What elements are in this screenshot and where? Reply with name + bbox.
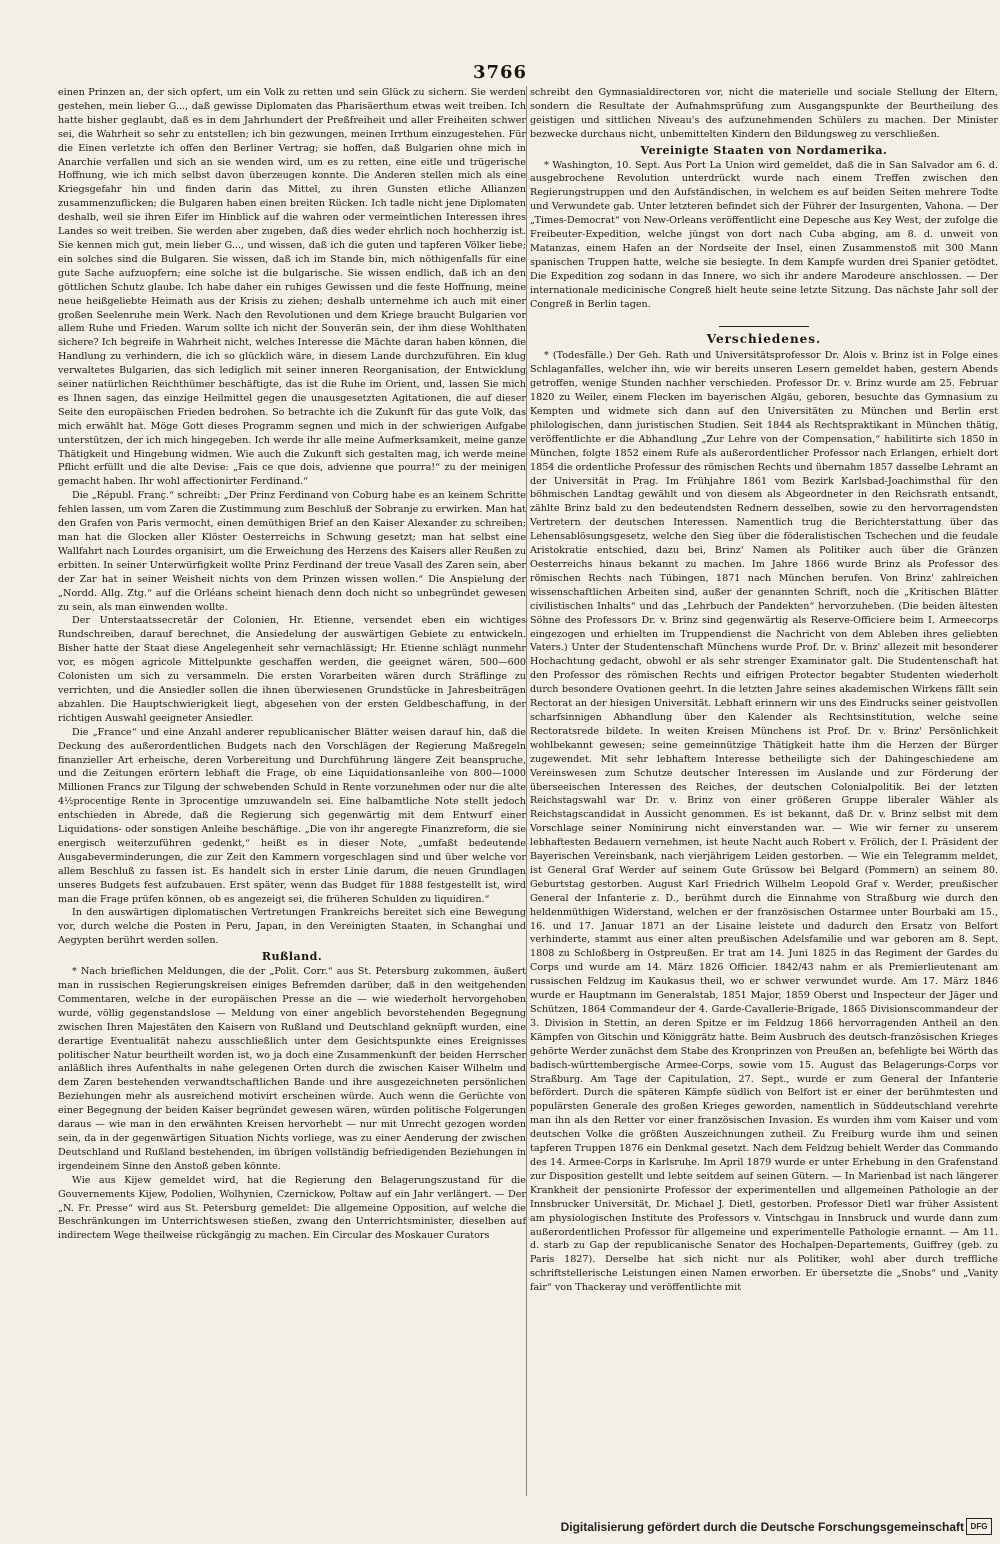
article-paragraph: * (Todesfälle.) Der Geh. Rath und Universitätsprofessor Dr. Alois v. Brinz ist in Folge eines Schlaganfalles, welcher ihn, wie wir bereits unseren Lesern gemeldet haben, gestern Abends getroffen, wenige Stunden nachher verschieden. Professor Dr. v. Brinz wurde am 25. Februar 1820 zu Weiler, einem Flecken im bayerischen Algäu, geboren, besuchte das Gymnasium zu Kempten und widmete sich dann auf den Universitäten zu München und Berlin erst philologischen, dann juristischen Studien. Seit 1844 als Rechtspraktikant in München thätig, veröffentlichte er die Abhandlung „Zur Lehre von der Compensation,“ habilitirte sich 1850 in München, folgte 1852 einem Rufe als außerordentlicher Professor nach Erlangen, erhielt dort 1854 die ordentliche Professur des römischen Rechts und übernahm 1857 dasselbe Lehramt an der Universität in Prag. Im Frühjahre 1861 vom Bezirk Karlsbad-Joachimsthal für den böhmischen Landtag gewählt und von diesem als Abgeordneter in den Reichsrath entsandt, zählte Brinz bald zu den bedeutendsten Rednern desselben, sowie zu den hervorragendsten Vertretern der deutschen Interessen. Namentlich trug die Berichterstattung über das Lehensablösungsgesetz, welche den Sieg über die föderalistischen Tschechen und die feudale Aristokratie entschied, dazu bei, Brinz' Namen als Politiker auch über die Gränzen Oesterreichs hinaus bekannt zu machen. Im Jahre 1866 wurde Brinz als Professor des römischen Rechts nach Tübingen, 1871 nach München berufen. Von Brinz' zahlreichen wissenschaftlichen Arbeiten sind, außer der genannten Schrift, noch die „Kritischen Blätter civilistischen Inhalts“ und das „Lehrbuch der Pandekten“ hervorzuheben. (Die beiden ältesten Söhne des Professors Dr. v. Brinz sind gegenwärtig als Reserve-Officiere beim I. Armeecorps eingezogen und erhielten im Truppendienst die Nachricht von dem Ableben ihres geliebten Vaters.) Unter der Studentenschaft Münchens wurde Prof. Dr. v. Brinz' allezeit mit besonderer Hochachtung gedacht, obwohl er als sehr strenger Examinator galt. Die Studentenschaft hat den Professor des römischen Rechts und eifrigen Protector begabter Studenten wiederholt durch besondere Ovationen geehrt. In die letzten Jahre seines akademischen Wirkens fällt sein Rectorat an der hiesigen Universität. Lebhaft erinnern wir uns des Eindrucks seiner geistvollen scharfsinnigen Abhandlung über den Kalender als Rechtsinstitution, welche seine Rectoratsrede bildete. In weiten Kreisen Münchens ist Prof. Dr. v. Brinz' Persönlichkeit wohlbekannt gewesen; seine gemeinnützige Thätigkeit hatte ihm die Herzen der Bürger zugewendet. Mit sehr lebhaftem Interesse betheiligte sich der Dahingeschiedene am Vereinswesen zum Schutze deutscher Interessen im Auslande und zur Förderung der überseeischen Interessen des Reiches, der deutschen Colonialpolitik. Bei der letzten Reichstagswahl war Dr. v. Brinz von einer größeren Gruppe liberaler Wähler als Reichstagscandidat in Aussicht genommen. Es ist bekannt, daß Dr. v. Brinz selbst mit dem Vorschlage seiner Nominirung nicht einverstanden war. — Wie wir ferner zu unserem lebhaftesten Bedauern vernehmen, ist heute Nacht auch Robert v. Frölich, der I. Präsident der Bayerischen Vereinsbank, nach vierjährigem Leiden gestorben. — Wie ein Telegramm meldet, ist General Graf Werder auf seinem Gute Grüssow bei Belgard (Pommern) an seinem 80. Geburtstag gestorben. August Karl Friedrich Wilhelm Leopold Graf v. Werder, preußischer General der Infanterie z. D., berühmt durch die Einnahme von Straßburg wie durch den heldenmüthigen Widerstand, welchen er der französischen Ostarmee unter Bourbaki am 15., 16. und 17. Januar 1871 an der Lisaine leistete und dadurch den Ersatz von Belfort verhinderte, stammt aus einer alten preußischen Adelsfamilie und war geboren am 8. Sept. 1808 zu Schloßberg in Ostpreußen. Er trat am 14. Juni 1825 in das Regiment der Gardes du Corps und wurde am 14. März 1826 Officier. 1842/43 nahm er als Premierlieutenant am russischen Feldzug im Kaukasus theil, wo er schwer verwundet wurde. Am 17. März 1846 wurde er Hauptmann im Generalstab, 1851 Major, 1859 Oberst und Inspecteur der Jäger und Schützen, 1864 Commandeur der 4. Garde-Cavallerie-Brigade, 1865 Divisionscommandeur der 3. Division in Stettin, an deren Spitze er im Feldzug 1866 hervorragenden Antheil an den Kämpfen von Gitschin und Königgrätz hatte. Beim Ausbruch des deutsch-französischen Krieges gehörte Werder zunächst dem Stabe des Kronprinzen von Preußen an, befehligte bei Wörth das badisch-württembergische Armee-Corps, sowie vom 15. August das Belagerungs-Corps vor Straßburg. Am Tage der Capitulation, 27. Sept., wurde er zum General der Infanterie befördert. Durch die späteren Kämpfe südlich von Belfort ist er einer der berühmtesten und populärsten Generale des großen Krieges geworden, namentlich in Süddeutschland verehrte man ihn als den Retter vor einer französischen Invasion. Es wurden ihm vom Kaiser und vom deutschen Volke die größten Auszeichnungen zutheil. Zu Freiburg wurde ihm und seinen tapferen Truppen 1876 ein Denkmal gesetzt. Nach dem Feldzug behielt Werder das Commando des 14. Armee-Corps in Karlsruhe. Im April 1879 wurde er unter Erhebung in den Grafenstand zur Disposition gestellt und lebte seitdem auf seinen Gütern. — In Marienbad ist nach längerer Krankheit der pensionirte Professor der experimentellen und allgemeinen Pathologie an der Innsbrucker Universität, Dr. Michael J. Dietl, gestorben. Professor Dietl war früher Assistent am physiologischen Institute des Professors v. Vintschgau in Innsbruck und wurde dann zum außerordentlichen Professor für allgemeine und experimentelle Pathologie ernannt. — Am 11. d. starb zu Gap der republicanische Senator des Hochalpen-Departements, Guiffrey (geb. zu Paris 1827). Derselbe hat sich nicht nur als Politiker, wohl aber durch treffliche schriftstellerische Leistungen einen Namen erworben. Er übersetzte die „Snobs“ und „Vanity fair“ von Thackeray und veröffentlichte mit	[530, 350, 998, 1294]
funding-credit: Digitalisierung gefördert durch die Deutsche Forschungsgemeinschaft	[560, 1520, 964, 1534]
article-paragraph: Der Unterstaatssecretär der Colonien, Hr. Etienne, versendet eben ein wichtiges Rundschreiben, darauf berechnet, die Ansiedelung der auswärtigen Gebiete zu entwickeln. Bisher hatte der Staat diese Angelegenheit sehr vernachlässigt; Hr. Etienne schlägt nunmehr vor, es mögen agricole Mittelpunkte geschaffen werden, die geeignet wären, 500—600 Colonisten um sich zu versammeln. Die ersten Vorarbeiten wären durch Sträflinge zu verrichten, und die Ansiedler sollen die ihnen überwiesenen Grundstücke in Jahresbeiträgen abzahlen. Die Hauptschwierigkeit liegt, abgesehen von der ersten Geldbeschaffung, in der richtigen Auswahl geeigneter Ansiedler.	[58, 615, 526, 724]
section-divider	[719, 326, 809, 327]
section-heading-usa: Vereinigte Staaten von Nordamerika.	[640, 143, 888, 157]
right-column	[530, 86, 998, 1496]
article-paragraph: * Washington, 10. Sept. Aus Port La Union wird gemeldet, daß die in San Salvador am 6. d. ausgebrochene Revolution unterdrückt wurde nach einem Treffen zwischen den Regierungstruppen und den Aufständischen, in welchem es auf beiden Seiten mehrere Todte und Verwundete gab. Unter letzteren befindet sich der Führer der Insurgenten, Vahona. — Der „Times-Democrat“ von New-Orleans veröffentlicht eine Depesche aus Key West, der zufolge die Freibeuter-Expedition, welche jüngst von dort nach Cuba abging, am 8. d. unweit von Matanzas, einem Hafen an der Nordseite der Insel, einen Zusammenstoß mit 300 Mann spanischen Truppen hatte, welche sie besiegte. In dem Kampfe wurden drei Spanier getödtet. Die Expedition zog sodann in das Innere, wo sich ihr andere Marodeure anschlossen. — Der internationale medicinische Congreß hielt heute seine letzte Sitzung. Das nächste Jahr soll der Congreß in Berlin tagen.	[530, 159, 998, 310]
section-heading-russia: Rußland.	[261, 950, 323, 964]
article-paragraph: Die „Républ. Franç.“ schreibt: „Der Prinz Ferdinand von Coburg habe es an keinem Schritte fehlen lassen, um vom Zaren die Zustimmung zum Beschluß der Sobranje zu erwirken. Man hat den Grafen von Paris vermocht, einen demüthigen Brief an den Kaiser Alexander zu schreiben; man hat die Glocken aller Klöster Oesterreichs in Schwung gesetzt; man hat selbst eine Wallfahrt nach Lourdes organisirt, um die Erweichung des Herzens des Kaisers aller Reußen zu erbitten. In seiner Unterwürfigkeit wollte Prinz Ferdinand der treue Vasall des Zaren sein, aber der Zar hat in seiner Weisheit nichts von dem Prinzen wissen wollen.“ Die Anspielung der „Nordd. Allg. Ztg.“ auf die Orléans scheint hienach denn doch nicht so unbegründet gewesen zu sein, als man einwenden wollte.	[58, 490, 526, 613]
column-divider	[526, 86, 527, 1496]
article-paragraph: * Nach brieflichen Meldungen, die der „Polit. Corr.“ aus St. Petersburg zukommen, äußert man in russischen Regierungskreisen einiges Befremden darüber, daß in den weitgehenden Commentaren, welche in der europäischen Presse an die — wie wiederholt hervorgehoben wurde, völlig gegenstandslose — Meldung von einer angeblich bevorstehenden Begegnung zwischen Ihren Majestäten den Kaisern von Rußland und Deutschland geknüpft wurden, eine derartige Eventualität nahezu ausschließlich unter dem Gesichtspunkte eines Ereignisses politischer Natur beurtheilt worden ist, wo ja doch eine Zusammenkunft der beiden Herrscher anläßlich ihres Aufenthalts in nahe gelegenen Orten durch die zwischen Kaiser Wilhelm und dem Zaren bestehenden verwandtschaftlichen Bande und ihre ausgezeichneten persönlichen Beziehungen mehr als ausreichend motivirt erscheinen würde. Auch wenn die Gerüchte von einer Begegnung der beiden Kaiser begründet gewesen wären, würden politische Folgerungen daraus — wie man in den erwähnten Kreisen hervorhebt — nur mit Unrecht gezogen worden sein, da in der gegenwärtigen Situation Nichts vorliege, was zu einer Aenderung der zwischen Deutschland und Rußland bestehenden, im übrigen vollständig befriedigenden Beziehungen in irgendeinem Sinne den Anstoß geben könnte.	[58, 966, 526, 1172]
article-paragraph: einen Prinzen an, der sich opfert, um ein Volk zu retten und sein Glück zu sichern. Sie werden gestehen, mein lieber G..., daß gewisse Diplomaten das Pharisäerthum etwas weit treiben. Ich hatte bisher geglaubt, daß es in dem Jahrhundert der Preßfreiheit und aller Freiheiten schwer sei, die Wahrheit so sehr zu entstellen; ich bin gezwungen, meinen Irrthum einzugestehen. Für die Einen verletzte ich offen den Berliner Vertrag; sie hoffen, daß Bulgarien ohne mich in Anarchie verfallen und sich an sie wenden wird, um es zu retten, eine eitle und trügerische Hoffnung, wie ich mich selbst davon überzeugen konnte. Die Anderen stellen mich als eine Kriegsgefahr hin und finden darin das Mittel, zu ihren Gunsten etliche Allianzen zusammenzuflicken; die Bulgaren haben einen breiten Rücken. Ich tadle nicht jene Diplomaten deshalb, weil sie ihren Eifer im Hinblick auf die wahren oder vermeintlichen Interessen ihres Landes so weit treiben. Sie werden aber zugeben, daß dies weder ehrlich noch hochherzig ist. Sie kennen mich gut, mein lieber G..., und wissen, daß ich die guten und tapferen Völker liebe; ein solches sind die Bulgaren. Sie wissen, daß ich im Stande bin, mich nöthigenfalls für eine gute Sache aufzuopfern; eine solche ist die bulgarische. Sie wissen endlich, daß ich an den göttlichen Schutz glaube. Ich habe daher ein ruhiges Gewissen und die feste Hoffnung, meine neue heißgeliebte Heimath aus der Krisis zu ziehen; deshalb unternehme ich auch mit einer großen Seelenruhe mein Werk. Nach den Revolutionen und dem Kriege braucht Bulgarien vor allem Ruhe und Frieden. Warum sollte ich nicht der Souverän sein, der ihm diese Wohlthaten sichere? Ich begreife in Wahrheit nicht, welches Interesse die Mächte daran haben können, die Handlung zu verhindern, die ich so glücklich wäre, in diesem Lande durchzuführen. Ein klug verwaltetes Bulgarien, das sich lediglich mit seiner inneren Reorganisation, der Entwicklung seiner natürlichen Reichthümer beschäftigte, das ist die Ruhe im Orient, und, lassen Sie mich es Ihnen sagen, das einzige Heilmittel gegen die unausgesetzten Agitationen, die auf dieser Seite den europäischen Frieden bedrohen. So betrachte ich die Zukunft für das gute Volk, das mich erwählt hat. Möge Gott dieses Programm segnen und mich in der schwierigen Aufgabe unterstützen, der ich mich hingegeben. Ich werde ihr alle meine Aufmerksamkeit, meine ganze Thätigkeit und Hingebung widmen. Wie auch die Zukunft sich gestalten mag, ich werde meine Pflicht erfüllt und die alte Devise: „Fais ce que dois, advienne que pourra!“ zu der meinigen gemacht haben. Ihr wohl affectionirter Ferdinand.“	[58, 87, 526, 488]
article-paragraph: schreibt den Gymnasialdirectoren vor, nicht die materielle und sociale Stellung der Eltern, sondern die Resultate der Aufnahmsprüfung zum Ausgangspunkte der Beurtheilung des geistigen und sittlichen Niveau's des aufzunehmenden Schülers zu machen. Der Minister bezwecke durchaus nicht, unbemittelten Kindern den Bildungsweg zu verschließen.	[530, 87, 998, 140]
article-paragraph: In den auswärtigen diplomatischen Vertretungen Frankreichs bereitet sich eine Bewegung vor, durch welche die Posten in Peru, Japan, in den Vereinigten Staaten, in Schanghai und Aegypten berührt werden sollen.	[58, 907, 526, 947]
footer	[0, 1508, 1000, 1544]
page-number: 3766	[472, 62, 528, 83]
left-column	[58, 86, 526, 1496]
article-paragraph: Die „France“ und eine Anzahl anderer republicanischer Blätter weisen darauf hin, daß die Deckung des außerordentlichen Budgets nach den Vorschlägen der Regierung Maßregeln finanzieller Art erheische, deren Vorbereitung und Durchführung längere Zeit beanspruche, und die Zeitungen erörtern lebhaft die Frage, ob eine Liquidationsanleihe von 800—1000 Millionen Francs zur Tilgung der schwebenden Schuld in Rente vorzunehmen oder nur die alte 4½procentige Rente in 3procentige umzuwandeln sei. Eine halbamtliche Note stellt jedoch entschieden in Abrede, daß die Regierung sich gegenwärtig mit dem Entwurf einer Liquidations- oder sonstigen Anleihe beschäftige. „Die von ihr angeregte Finanzreform, die sie energisch weiterzuführen gedenkt,“ heißt es in dieser Note, „umfaßt bedeutende Ausgabeverminderungen, die zur Zeit den Kammern vorgeschlagen sind und über welche vor allem Beschluß zu fassen ist. Es handelt sich in erster Linie darum, die neuen Grundlagen unseres Budgets fest aufzubauen. Erst später, wenn das Budget für 1888 festgestellt ist, wird man die Frage prüfen können, ob es angezeigt sei, die früheren Schulden zu liquidiren.“	[58, 726, 526, 905]
article-paragraph: Wie aus Kijew gemeldet wird, hat die Regierung den Belagerungszustand für die Gouvernements Kijew, Podolien, Wolhynien, Czernickow, Poltaw auf ein Jahr verlängert. — Der „N. Fr. Presse“ wird aus St. Petersburg gemeldet: Die allgemeine Opposition, auf welche die Beschränkungen im Unterrichtswesen stießen, zwang den Unterrichtsminister, dieselben auf indirectem Wege theilweise rückgängig zu machen. Ein Circular des Moskauer Curators	[58, 1174, 526, 1242]
dfg-logo-icon: DFG	[966, 1518, 992, 1535]
section-heading-misc: Verschiedenes.	[706, 331, 822, 346]
